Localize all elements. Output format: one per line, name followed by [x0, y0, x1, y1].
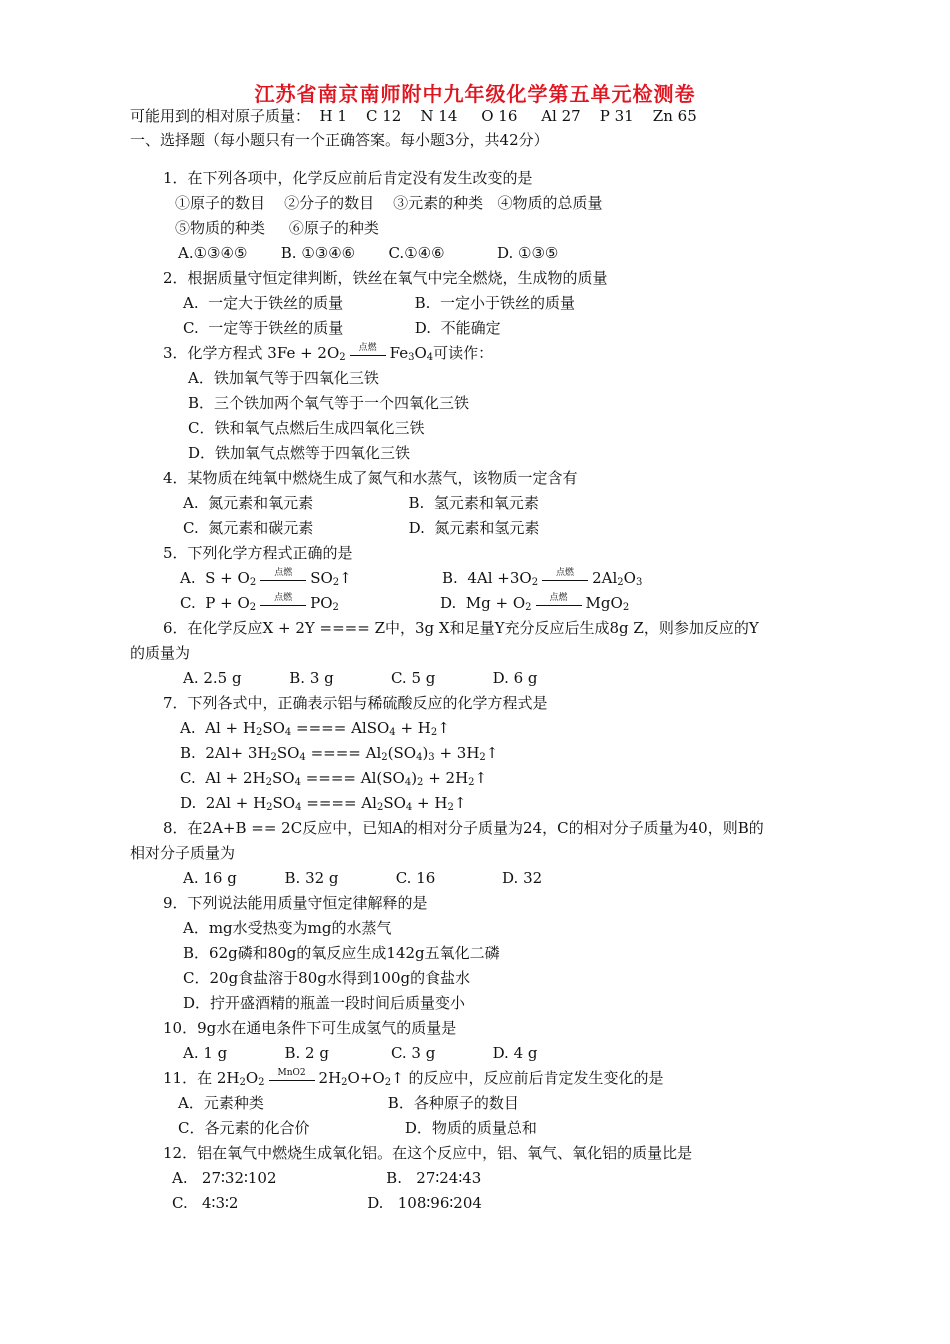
- q3-option-d: D．铁加氧气点燃等于四氧化三铁: [188, 444, 411, 462]
- q1-stem: 1．在下列各项中，化学反应前后肯定没有发生改变的是: [163, 169, 533, 187]
- reaction-arrow: 点燃: [260, 572, 306, 586]
- q1-items-2: ⑤物质的种类 ⑥原子的种类: [175, 219, 379, 237]
- q8-stem-line2: 相对分子质量为: [130, 844, 236, 862]
- q11-options-cd: C．各元素的化合价 D．物质的质量总和: [178, 1119, 537, 1137]
- q10-options: A. 1 g B. 2 g C. 3 g D. 4 g: [183, 1044, 538, 1062]
- q9-option-a: A．mg水受热变为mg的水蒸气: [183, 919, 392, 937]
- reaction-arrow: 点燃: [536, 597, 582, 611]
- q7-option-c: C. $Al + 2H_2SO_4$ ==== $Al(SO_4)_2$ + $2H_2↑$: [180, 769, 488, 788]
- q12-options-ab: A. 27∶32∶102 B. 27∶24∶43: [172, 1169, 482, 1187]
- q12-options-cd: C. 4∶3∶2 D. 108∶96∶204: [172, 1194, 482, 1212]
- q3-option-a: A．铁加氧气等于四氧化三铁: [188, 369, 379, 387]
- q9-stem: 9．下列说法能用质量守恒定律解释的是: [163, 894, 428, 912]
- q9-option-b: B．62g磷和80g的氧反应生成142g五氧化二磷: [183, 944, 500, 962]
- q4-options-cd: C. 氮元素和碳元素 D. 氮元素和氢元素: [183, 519, 540, 537]
- q7-option-b: B. $2Al+ 3H_2SO_4$ ==== $Al_2(SO_4)_3$ + $3H_2↑$: [180, 744, 499, 763]
- q4-options-ab: A. 氮元素和氧元素 B. 氢元素和氧元素: [183, 494, 539, 512]
- q5-option-d: D. $Mg + O_2$ 点燃 MgO$_2$: [440, 593, 630, 613]
- q6-options: A. 2.5 g B. 3 g C. 5 g D. 6 g: [183, 669, 538, 687]
- q5-option-a: A. $S + O_2$ 点燃 $SO_2↑$: [180, 568, 352, 588]
- q4-stem: 4．某物质在纯氧中燃烧生成了氮气和水蒸气，该物质一定含有: [163, 469, 578, 487]
- q2-options-ab: A. 一定大于铁丝的质量 B. 一定小于铁丝的质量: [183, 294, 575, 312]
- q3-stem: 3．化学方程式 $3Fe + 2O_2$ 点燃 $Fe_3O_4$可读作：: [163, 343, 494, 363]
- q8-options: A. 16 g B. 32 g C. 16 D. 32: [183, 869, 543, 887]
- q9-option-d: D．拧开盛酒精的瓶盖一段时间后质量变小: [183, 994, 466, 1012]
- q6-stem-line1: 6．在化学反应X + 2Y ==== Z中，3g X和足量Y充分反应后生成8g Z，则参加反应的Y: [163, 619, 759, 637]
- reaction-arrow: 点燃: [542, 572, 588, 586]
- q7-stem: 7．下列各式中，正确表示铝与稀硫酸反应的化学方程式是: [163, 694, 548, 712]
- q5-stem: 5．下列化学方程式正确的是: [163, 544, 353, 562]
- q10-stem: 10．9g水在通电条件下可生成氢气的质量是: [163, 1019, 457, 1037]
- q9-option-c: C．20g食盐溶于80g水得到100g的食盐水: [183, 969, 471, 987]
- q3-option-b: B．三个铁加两个氧气等于一个四氧化三铁: [188, 394, 470, 412]
- q11-options-ab: A．元素种类 B．各种原子的数目: [178, 1094, 519, 1112]
- q5-option-c: C. $P + O_2$ 点燃 $PO_2$: [180, 593, 339, 613]
- page-title: 江苏省南京南师附中九年级化学第五单元检测卷: [254, 82, 696, 106]
- q3-option-c: C．铁和氧气点燃后生成四氧化三铁: [188, 419, 425, 437]
- q6-stem-line2: 的质量为: [130, 644, 191, 662]
- q2-options-cd: C. 一定等于铁丝的质量 D. 不能确定: [183, 319, 501, 337]
- q11-stem: 11．在 $2H_2O_2$ MnO2 $2H_2O+O_2↑$ 的反应中，反应前后肯定发生变化的是: [163, 1068, 664, 1088]
- q1-options: A.①③④⑤ B. ①③④⑥ C.①④⑥ D. ①③⑤: [178, 244, 559, 262]
- atomic-masses: 可能用到的相对原子质量： H 1 C 12 N 14 O 16 Al 27 P 31 Zn 65: [130, 107, 697, 125]
- q1-items-1: ①原子的数目 ②分子的数目 ③元素的种类 ④物质的总质量: [175, 194, 603, 212]
- reaction-arrow: 点燃: [260, 597, 306, 611]
- reaction-arrow: 点燃: [350, 347, 386, 361]
- section-heading: 一、选择题（每小题只有一个正确答案。每小题3分，共42分）: [130, 131, 549, 149]
- q2-stem: 2．根据质量守恒定律判断，铁丝在氧气中完全燃烧，生成物的质量: [163, 269, 608, 287]
- reaction-arrow: MnO2: [269, 1072, 315, 1086]
- q8-stem-line1: 8．在2A+B == 2C反应中，已知A的相对分子质量为24，C的相对分子质量为40，则B的: [163, 819, 764, 837]
- q7-option-d: D. $2Al + H_2SO_4$ ==== $Al_2SO_4$ + $H_2↑$: [180, 794, 467, 813]
- q5-option-b: B. $4Al +3O_2$ 点燃 $2Al_2O_3$: [442, 568, 643, 588]
- q12-stem: 12．铝在氧气中燃烧生成氧化铝。在这个反应中，铝、氧气、氧化铝的质量比是: [163, 1144, 693, 1162]
- q7-option-a: A. $Al + H_2SO_4$ ==== AlSO$_4$ + $H_2↑$: [180, 719, 450, 738]
